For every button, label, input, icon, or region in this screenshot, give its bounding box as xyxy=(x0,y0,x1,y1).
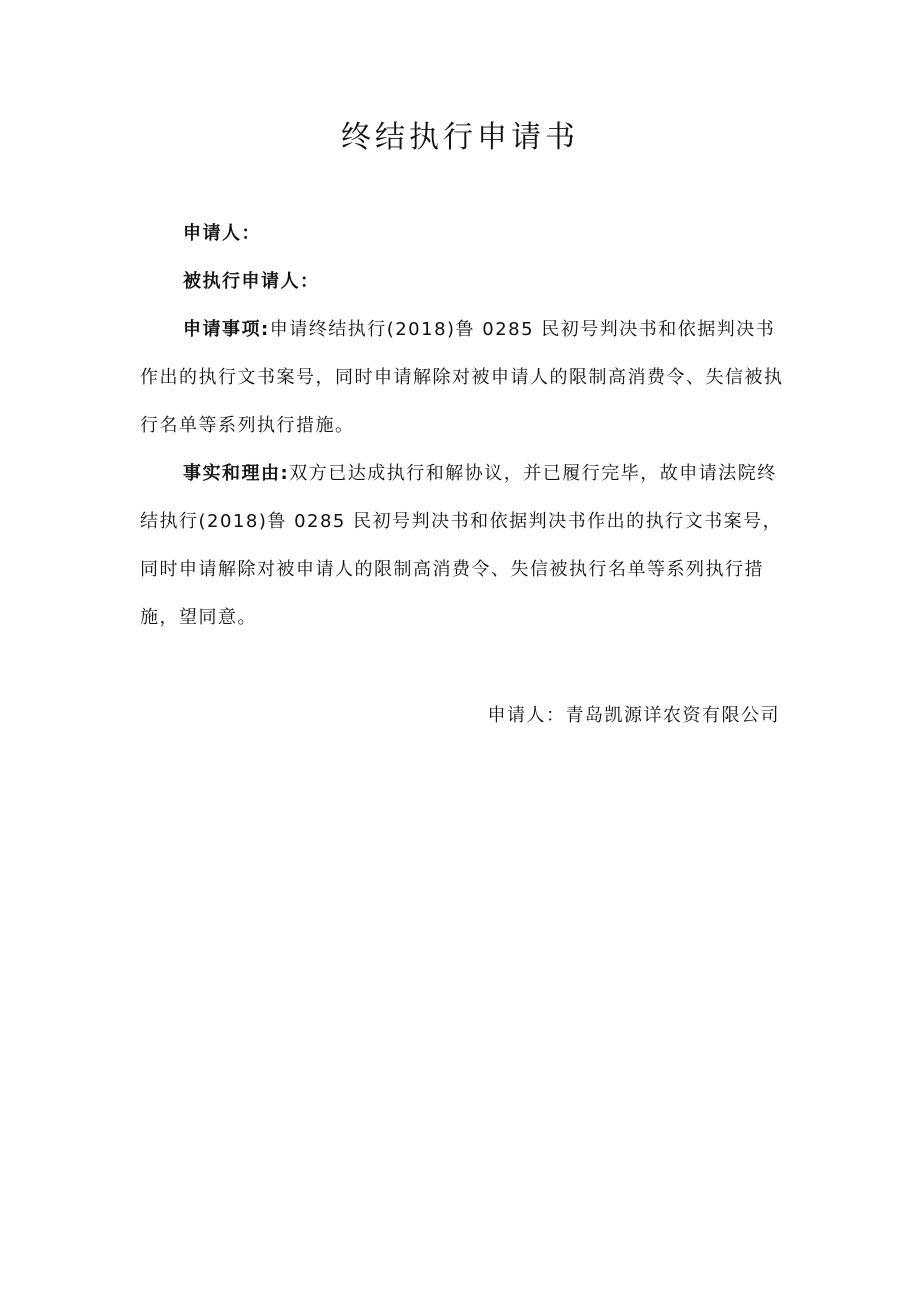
signature-line: 申请人：青岛凯源详农资有限公司 xyxy=(487,705,780,726)
request-paragraph xyxy=(140,306,785,450)
request-label: 申请事项: xyxy=(183,319,270,340)
facts-paragraph xyxy=(140,450,785,642)
document-title: 终结执行申请书 xyxy=(341,120,579,155)
applicant-line xyxy=(140,210,785,258)
request-text: 申请终结执行(2018)鲁 0285 民初号判决书和依据判决书作出的执行文书案号，同时申请解除对被申请人的限制高消费令、失信被执行名单等系列执行措施。 xyxy=(140,319,784,436)
document-body xyxy=(140,210,785,642)
respondent-label: 被执行申请人： xyxy=(183,271,320,292)
applicant-label: 申请人： xyxy=(183,223,261,244)
facts-label: 事实和理由: xyxy=(183,463,290,484)
facts-text: 双方已达成执行和解协议，并已履行完毕，故申请法院终结执行(2018)鲁 0285 民初号判决书和依据判决书作出的执行文书案号，同时申请解除对被申请人的限制高消费令、失信被执行名单等系列执行措施，望同意。 xyxy=(140,463,783,628)
respondent-line xyxy=(140,258,785,306)
